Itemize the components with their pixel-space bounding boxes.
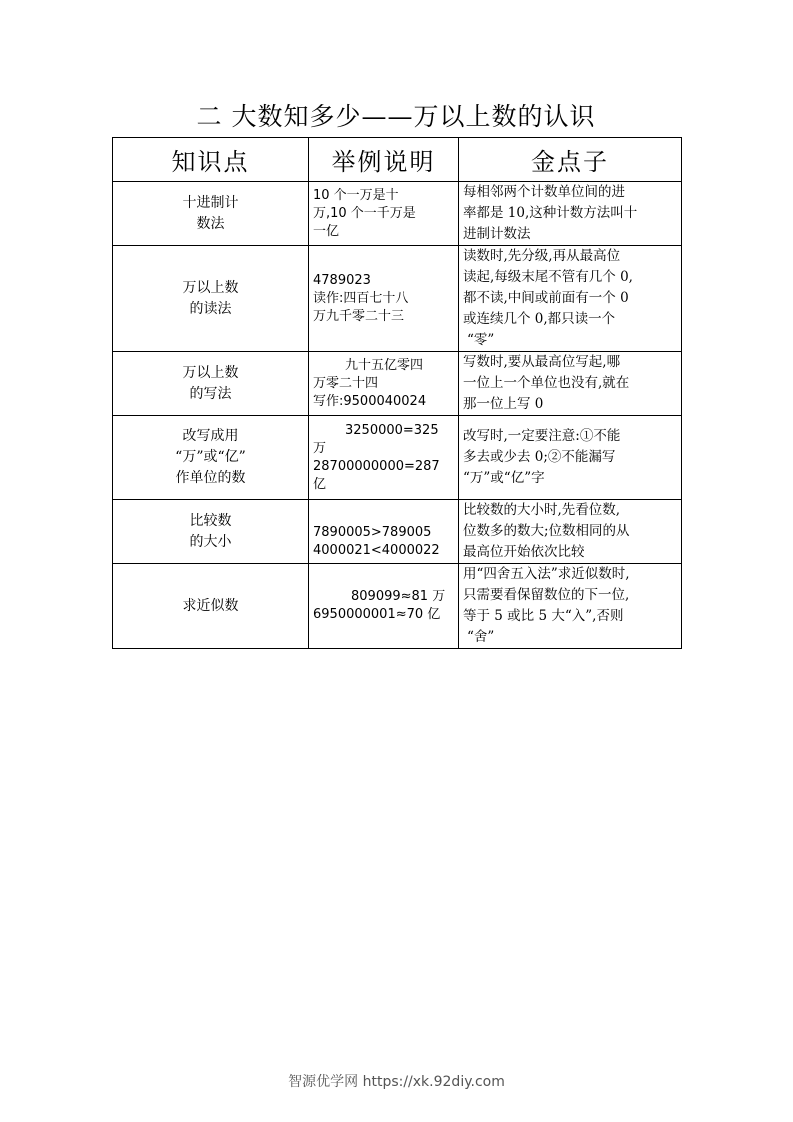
example-cell	[309, 500, 459, 564]
example-cell	[309, 416, 459, 500]
example-line: 亿	[313, 476, 327, 492]
tip-cell	[459, 564, 682, 649]
tip-cell	[459, 416, 682, 500]
topic-line: 万以上数	[182, 279, 239, 296]
tip-line: 写数时,要从最高位写起,哪	[463, 354, 621, 370]
example-cell	[309, 246, 459, 352]
header-tips: 金点子	[459, 138, 682, 182]
tip-line: 读数时,先分级,再从最高位	[463, 248, 621, 264]
tip-line: 用“四舍五入法”求近似数时,	[463, 566, 630, 582]
example-line: 4789023	[313, 272, 371, 288]
topic-line: 改写成用	[182, 428, 239, 444]
topic-cell	[113, 416, 309, 500]
tip-cell	[459, 500, 682, 564]
topic-line: 数法	[196, 215, 225, 232]
topic-line: 比较数	[189, 512, 232, 529]
tip-line: 一位上一个单位也没有,就在	[463, 375, 630, 391]
tip-line: 位数多的数大;位数相同的从	[463, 523, 630, 539]
example-line: 读作:四百七十八	[313, 290, 409, 306]
table-row	[113, 564, 682, 649]
example-line: 万	[313, 440, 327, 456]
topic-cell	[113, 182, 309, 246]
topic-line: “万”或“亿”	[175, 449, 246, 465]
tip-line: 多去或少去 0;②不能漏写	[463, 449, 616, 465]
header-example: 举例说明	[309, 138, 459, 182]
example-line: 写作:9500040024	[313, 393, 427, 409]
example-line: 28700000000=287	[313, 458, 440, 474]
tip-cell	[459, 246, 682, 352]
topic-cell	[113, 500, 309, 564]
tip-line: 每相邻两个计数单位间的进	[463, 184, 625, 200]
example-cell	[309, 352, 459, 416]
topic-cell	[113, 564, 309, 649]
example-line: 3250000=325	[345, 422, 439, 438]
tip-line: 都不读,中间或前面有一个 0	[463, 290, 629, 306]
topic-line: 十进制计	[182, 194, 239, 211]
topic-line: 求近似数	[182, 597, 239, 614]
table-row	[113, 416, 682, 500]
tip-line: 或连续几个 0,都只读一个	[463, 311, 616, 327]
tip-line: “万”或“亿”字	[463, 470, 545, 486]
topic-line: 的读法	[189, 300, 232, 317]
tip-line: 只需要看保留数位的下一位,	[463, 587, 630, 603]
tip-line: 率都是 10,这种计数方法叫十	[463, 205, 638, 221]
page-title: 二 大数知多少——万以上数的认识	[196, 102, 596, 131]
tip-line: 等于 5 或比 5 大“入”,否则	[463, 608, 624, 624]
example-line: 九十五亿零四	[345, 357, 424, 373]
tip-line: “零”	[467, 332, 495, 348]
topic-cell	[113, 352, 309, 416]
example-line: 万九千零二十三	[313, 308, 405, 324]
example-line: 万,10 个一千万是	[313, 205, 416, 221]
table-row	[113, 182, 682, 246]
knowledge-table	[112, 137, 682, 649]
topic-line: 的大小	[189, 533, 232, 550]
topic-line: 的写法	[189, 385, 232, 402]
topic-line: 万以上数	[182, 364, 239, 381]
table-header-row	[113, 138, 682, 182]
footer-watermark: 智源优学网 https://xk.92diy.com	[288, 1074, 505, 1090]
table-row	[113, 352, 682, 416]
example-line: 809099≈81 万	[351, 589, 446, 604]
tip-cell	[459, 182, 682, 246]
example-line: 万零二十四	[313, 375, 379, 391]
example-line: 6950000001≈70 亿	[313, 607, 441, 622]
tip-line: 读起,每级末尾不管有几个 0,	[463, 269, 633, 285]
tip-line: “舍”	[467, 629, 495, 645]
topic-cell	[113, 246, 309, 352]
tip-line: 改写时,一定要注意:①不能	[463, 428, 621, 444]
example-line: 10 个一万是十	[313, 187, 399, 203]
example-cell	[309, 564, 459, 649]
example-line: 一亿	[313, 223, 340, 239]
example-cell	[309, 182, 459, 246]
tip-line: 最高位开始依次比较	[463, 544, 585, 560]
header-knowledge-point: 知识点	[113, 138, 309, 182]
topic-line: 作单位的数	[175, 470, 246, 486]
example-line: 4000021<4000022	[313, 543, 440, 558]
table-row	[113, 500, 682, 564]
example-line: 7890005>789005	[313, 525, 432, 540]
tip-line: 那一位上写 0	[463, 396, 544, 412]
table-row	[113, 246, 682, 352]
tip-line: 比较数的大小时,先看位数,	[463, 502, 621, 518]
tip-line: 进制计数法	[463, 226, 531, 242]
tip-cell	[459, 352, 682, 416]
